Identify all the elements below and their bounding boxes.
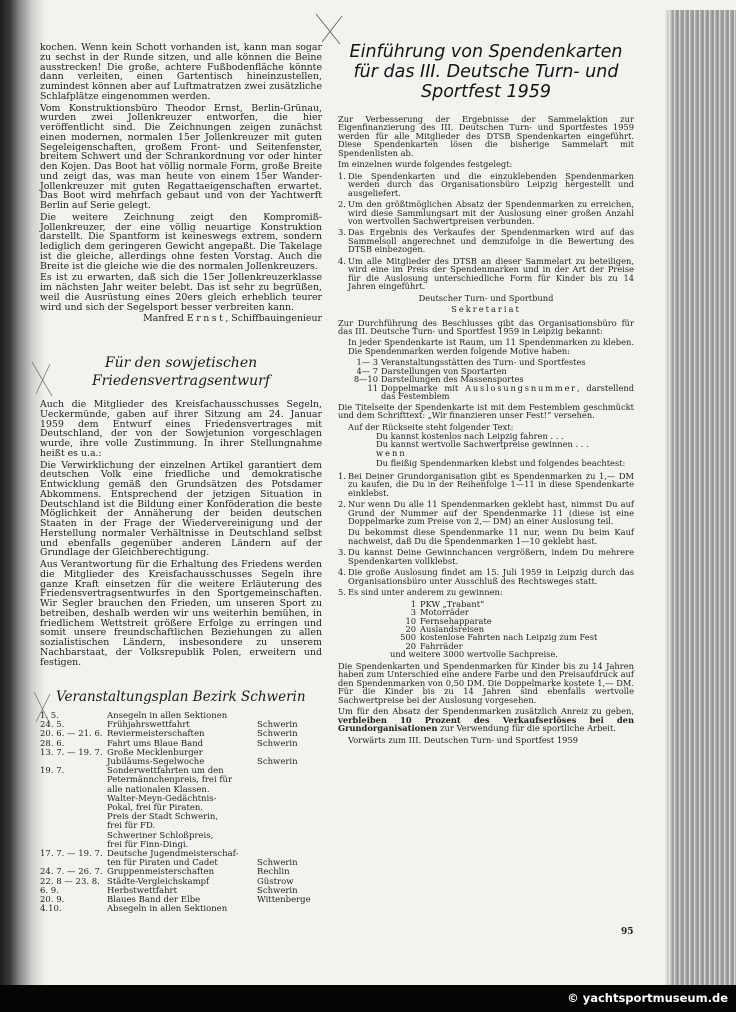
page-edges (664, 10, 736, 985)
schedule-table (40, 712, 320, 914)
paragraph: Vom Konstruktionsbüro Theodor Ernst, Berlin-Grünau, wurden zwei Jollenkreuzer entworfen, die hier veröffentlicht sind. Die Zeichnungen zeigen zunächst einen modernen, normalen 15er Jollenkreuzer mit guten Segeleigenschaften, großem Front- und Seitenfenster, breitem Schwert und der Schrankordnung vor oder hinter den Kojen. Das Boot hat völlig normale Form, große Breite und zeigt das, was man heute von einem 15er Wander-Jollenkreuzer mit guten Regattaeigenschaften erwartet. Das Boot wird mehrfach gebaut und von der Yachtwerft Berlin auf Serie gelegt. (40, 102, 322, 211)
list-item: 5. Es sind unter anderem zu gewinnen: (338, 587, 503, 598)
list-item: 2. Nur wenn Du alle 11 Spendenmarken geklebt hast, nimmst Du auf Grund der Nummer auf der Spendenmarke 11 (diese ist eine Doppelmarke zum Preise von 2,— DM) an einer Auslosung teil. (338, 499, 634, 527)
paragraph: Du bekommst diese Spendenmarke 11 nur, wenn Du beim Kauf nachweist, daß Du die Spendenmarken 1—10 geklebt hast. (348, 527, 634, 546)
organization-name: Deutscher Turn- und Sportbund (418, 292, 554, 303)
closing-line: Vorwärts zum III. Deutschen Turn- und Sportfest 1959 (348, 735, 579, 746)
prize-more: und weitere 3000 wertvolle Sachpreise. (390, 649, 558, 660)
motif-item: 4— 7 Darstellungen von Sportarten (356, 365, 507, 376)
author-signature: Manfred Ernst, Schiffbauingenieur (143, 313, 322, 325)
list-item: 4. Die große Auslosung findet am 15. Juli 1959 in Leipzig durch das Organisationsbüro unter Ausschluß des Rechtsweges statt. (338, 567, 634, 586)
prize-item: 10 Fernsehapparate (405, 615, 492, 626)
paragraph: Es ist zu erwarten, daß sich die 15er Jollenkreuzerklasse im nächsten Jahr weiter belebt. Das ist sehr zu begrüßen, weil die Ausrüstung eines 20ers gleich erheblich teurer wird und sich der Segelsport besser verbreiten kann. (40, 272, 322, 313)
prize-item: 20 Auslandsreisen (405, 624, 485, 635)
list-item: 3. Du kannst Deine Gewinnchancen vergrößern, indem Du mehrere Spendenkarten vollklebst. (338, 547, 634, 566)
schedule-row: 19. 7. Sonderwettfahrten um den Petermännchenpreis, frei für alle nationalen Klassen. Walter-Meyn-Gedächtnis- Pokal, frei für Piraten. Preis der Stadt Schwerin, frei für FD. Schweriner Schloßpreis, frei für Finn-Dingi. (40, 766, 233, 850)
copyright-watermark: © yachtsportmuseum.de (567, 991, 728, 1005)
schedule-row: 28. 6. Fahrt ums Blaue Band Schwerin (40, 738, 298, 749)
prize-item: 1 PKW „Trabant“ (410, 598, 485, 609)
paragraph: Die Verwirklichung der einzelnen Artikel garantiert dem deutschen Volk eine friedliche und demokratische Entwicklung gemäß den Grundsätzen des Potsdamer Abkommens. Entsprechend der jetzigen Situation in Deutschland ist die Bildung einer Konföderation die beste Möglichkeit der Annäherung der beiden deutschen Staaten in der Frage der Wiedervereinigung und der Herstellung normaler Verhältnisse in Deutschland selbst und ebenfalls gegenüber anderen Ländern auf der Grundlage der Gleichberechtigung. (40, 459, 322, 559)
list-item: 1. Die Spendenkarten und die einzuklebenden Spendenmarken werden durch das Organisationsbüro Leipzig hergestellt und ausgeliefert. (338, 170, 634, 198)
paragraph: kochen. Wenn kein Schott vorhanden ist, kann man sogar zu sechst in der Runde sitzen, und alle können die Beine ausstrecken! Die große, achtere Fußbodenfläche könnte dann verleiten, einen Gartentisch hineinzustellen, zumindest können aber auf Luftmatratzen zwei zusätzliche Schlafplätze eingenommen werden. (40, 42, 322, 102)
prize-list (390, 598, 634, 660)
schedule-row: 17. 7. — 19. 7. Deutsche Jugendmeisterschaf- ten für Piraten und Cadet Schwerin (40, 849, 298, 869)
back-text: Du kannst kostenlos nach Leipzig fahren . . . Du kannst wertvolle Sachwertpreise gewinnen . . . wenn Du fleißig Spendenmarken klebst und folgendes beachtest: (376, 430, 626, 469)
organization-dept: Sekretariat (451, 304, 521, 315)
prize-item: 3 Motorräder (410, 607, 469, 618)
schedule-row: 1. 5. Ansegeln in allen Sektionen (40, 711, 228, 721)
schedule-row: 20. 9. Blaues Band der Elbe Wittenberge (40, 895, 311, 906)
paragraph: Um für den Absatz der Spendenmarken zusätzlich Anreiz zu geben, verbleiben 10 Prozent des Verkaufserlöses bei den Grundorganisationen zur Verwendung für die sportliche Arbeit. (338, 706, 634, 733)
motif-item: 8—10 Darstellungen des Massensportes (353, 374, 524, 385)
motif-item: 1— 3 Veranstaltungsstätten des Turn- und Sportfestes (356, 357, 586, 368)
paragraph: Aus Verantwortung für die Erhaltung des Friedens werden die Mitglieder des Kreisfachausschusses Segeln ihre ganze Kraft einsetzen für die weitere Erläuterung des Friedensvertragsentwurfes in den Sportgemeinschaften. Wir Segler brauchen den Frieden, um unseren Sport zu betreiben, deshalb werden wir uns weiterhin bemühen, in friedlichem Wettstreit größere Erfolge zu erringen und somit unsere freundschaftlichen Beziehungen zu allen sozialistischen Ländern, insbesondere zu unserem Nachbarstaat, der Volksrepublik Polen, erweitern und festigen. (40, 559, 322, 668)
schedule-row: 13. 7. — 19. 7. Große Mecklenburger Jubiläums-Segelwoche Schwerin (40, 747, 298, 768)
peace-heading: Für den sowjetischen Friedensvertragsentwurf (91, 355, 271, 389)
paragraph: In jeder Spendenkarte ist Raum, um 11 Spendenmarken zu kleben. Die Spendenmarken werden folgende Motive haben: (348, 337, 634, 356)
paragraph: Zur Durchführung des Beschlusses gibt das Organisationsbüro für das III. Deutsche Turn- und Sportfest 1959 in Leipzig bekannt: (338, 317, 634, 336)
paragraph: Auf der Rückseite steht folgender Text: (348, 421, 514, 432)
list-item: 4. Um alle Mitglieder des DTSB an dieser Sammelart zu beteiligen, wird eine im Preis der Spendenmarken und in der Art der Preise für die Auslosung unterschiedliche Form für Kinder bis zu 14 Jahren eingeführt. (338, 255, 634, 292)
paragraph: Die weitere Zeichnung zeigt den Kompromiß-Jollenkreuzer, der eine völlig neuartige Konstruktion darstellt. Die Spantform ist keineswegs extrem, sondern lediglich dem geringeren Gewicht angepaßt. Die Takelage ist die gleiche, allerdings ohne festen Vorstag. Auch die Breite ist die gleiche wie die des normalen Jollenkreuzers. (40, 211, 322, 272)
schedule-row: 24. 7. — 26. 7. Gruppenmeisterschaften Rechlin (40, 867, 290, 878)
handwritten-x-mark (310, 12, 350, 46)
list-item: 3. Das Ergebnis des Verkaufes der Spendenmarken wird auf das Sammelsoll angerechnet und demzufolge in die Bewertung des DTSB einbezogen. (338, 227, 634, 255)
paragraph: Die Titelseite der Spendenkarte ist mit dem Festemblem geschmückt und dem Schrifttext: „Wir finanzieren unser Fest!“ versehen. (338, 401, 634, 421)
rules-list-continued (338, 548, 634, 596)
paragraph: Die Spendenkarten und Spendenmarken für Kinder bis zu 14 Jahren haben zum Unterschied eine andere Farbe und den Preisaufdruck auf den Spendenmarken von 0,50 DM. Die Doppelmarke kostete 1,— DM. Für die Kinder bis zu 14 Jahren sind ebenfalls wertvolle Sachwertpreise bei der Auslosung vorgesehen. (338, 660, 634, 705)
paragraph: Auch die Mitglieder des Kreisfachausschusses Segeln, Ueckermünde, gaben auf ihrer Sitzung am 24. Januar 1959 dem Entwurf eines Friedensvertrages mit Deutschland, der von der Sowjetunion vorgeschlagen wurde, ihre volle Zustimmung. In ihrer Stellungnahme heißt es u.a.: (40, 399, 322, 459)
schedule-row: 24. 5. Frühjahrswettfahrt Schwerin (40, 720, 298, 731)
list-item: 2. Um den größtmöglichen Absatz der Spendenmarken zu erreichen, wird diese Sammlungsart mit der Auslosung einer großen Anzahl von wertvollen Sachwertpreisen verbunden. (338, 199, 634, 226)
motif-item: 11 Doppelmarke mit Auslosungsnummer, darstellend das Festemblem (367, 382, 635, 402)
spendenkarten-article (338, 115, 634, 748)
prize-item: 20 Fahrräder (405, 640, 463, 651)
peace-article (40, 400, 322, 669)
paragraph: Zur Verbesserung der Ergebnisse der Sammelaktion zur Eigenfinanzierung des III. Deutschen Turn- und Sportfestes 1959 werden für alle Mitglieder des DTSB Spendenkarten eingeführt. Diese Spendenkarten lösen die bisherige Sammelart mit Spendenlisten ab. (338, 114, 634, 158)
boat-article-end (40, 43, 322, 324)
schedule-row: 6. 9. Herbstwettfahrt Schwerin (40, 885, 298, 896)
schedule-row: 4.10. Absegeln in allen Sektionen (40, 904, 228, 915)
page-number: 95 (621, 927, 634, 937)
schedule-row: 20. 6. — 21. 6. Reviermeisterschaften Schwerin (40, 729, 298, 740)
motif-list (352, 358, 634, 400)
footer-bar (0, 985, 736, 1012)
schedule-heading: Veranstaltungsplan Bezirk Schwerin (56, 689, 306, 705)
list-item: 1. Bei Deiner Grundorganisation gibt es Spendenmarken zu 1,— DM zu kaufen, die Du in der Reihenfolge 1—11 in diese Spendenkarte einklebst. (338, 470, 634, 498)
schedule-row: 22. 8 — 23. 8. Städte-Vergleichskampf Güstrow (40, 876, 294, 887)
article-title: Einführung von Spendenkarten für das III. Deutsche Turn- und Sportfest 1959 (349, 42, 623, 102)
decision-list (338, 172, 634, 291)
prize-item: 500 kostenlose Fahrten nach Leipzig zum Fest (400, 632, 598, 643)
paragraph: Im einzelnen wurde folgendes festgelegt: (338, 159, 513, 170)
rules-list (338, 472, 634, 526)
